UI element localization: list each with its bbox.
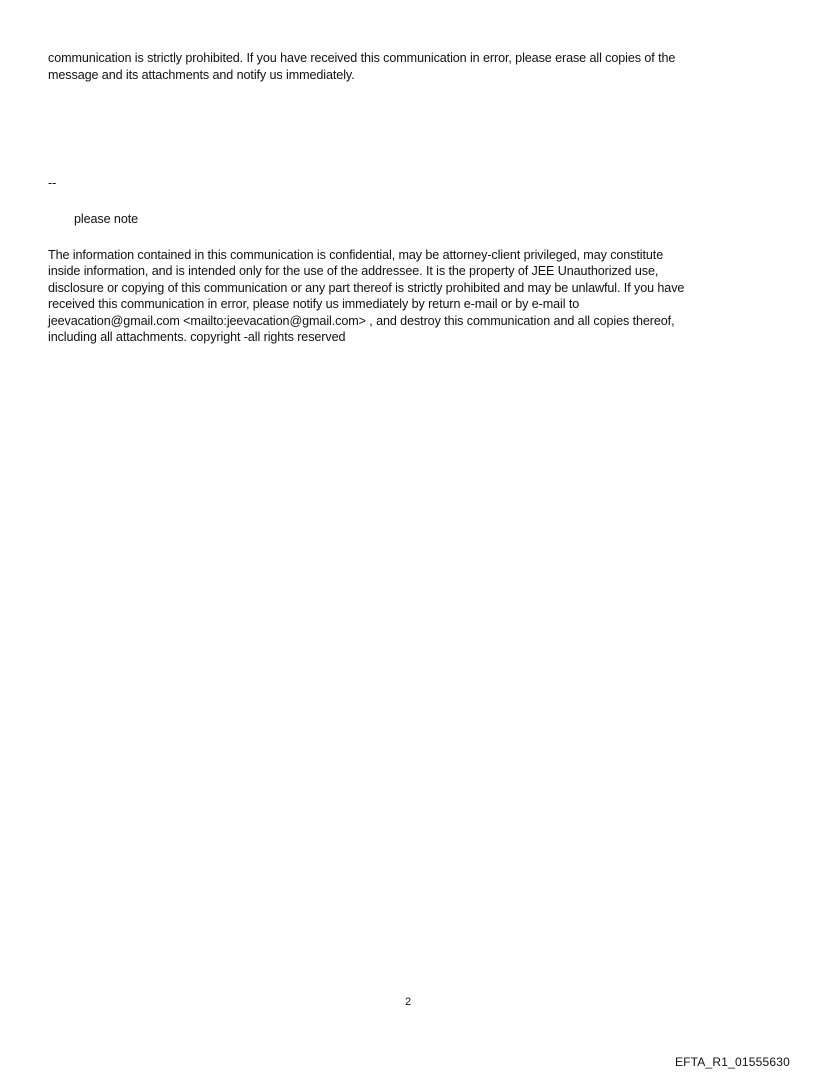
document-id: EFTA_R1_01555630	[674, 1055, 790, 1069]
disclaimer-line-3: disclosure or copying of this communication or any part thereof is strictly prohibited and may be unlawful. If you have	[48, 281, 685, 295]
disclaimer-line-5: jeevacation@gmail.com <mailto:jeevacation@gmail.com> , and destroy this communication and all copies thereof,	[48, 314, 675, 328]
page-number: 2	[404, 996, 412, 1008]
disclaimer-line-1: The information contained in this communication is confidential, may be attorney-client privileged, may constitute	[48, 248, 664, 262]
top-paragraph-line-1: communication is strictly prohibited. If you have received this communication in error, please erase all copies of the	[48, 51, 676, 65]
disclaimer-line-6: including all attachments. copyright -all rights reserved	[48, 330, 346, 344]
disclaimer-line-2: inside information, and is intended only for the use of the addressee. It is the property of JEE Unauthorized use,	[48, 264, 659, 278]
disclaimer-line-4: received this communication in error, please notify us immediately by return e-mail or by e-mail to	[48, 297, 580, 311]
top-paragraph-line-2: message and its attachments and notify us immediately.	[48, 68, 355, 82]
signature-separator: --	[48, 176, 57, 190]
note-heading: please note	[74, 212, 139, 226]
